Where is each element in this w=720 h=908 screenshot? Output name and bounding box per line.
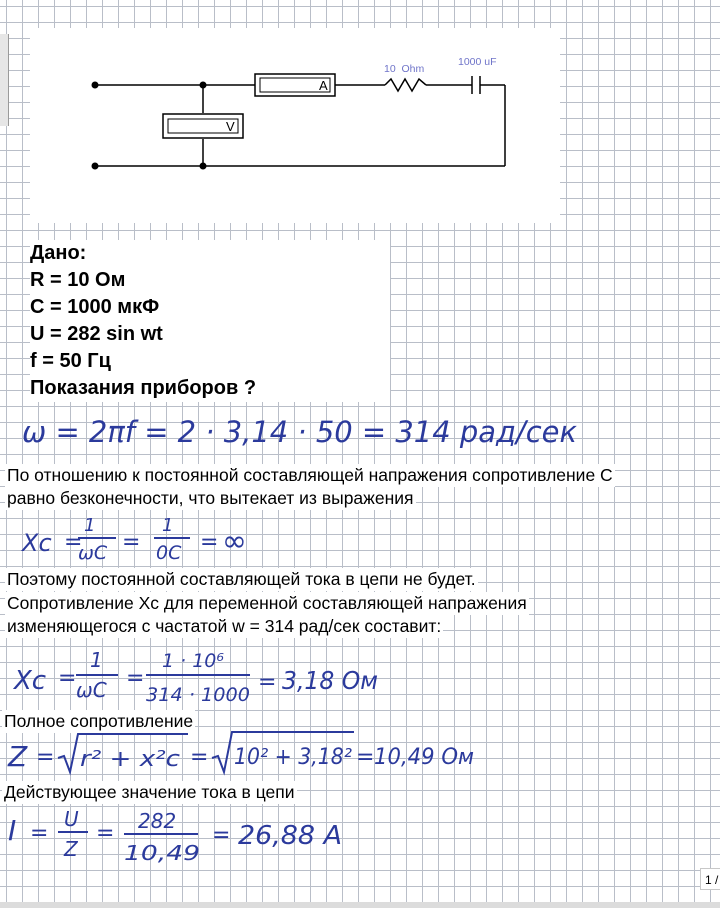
svg-text:=: = [96, 821, 115, 846]
svg-text:=: = [200, 530, 219, 555]
capacitor-label: 1000 uF [458, 56, 497, 68]
svg-text:=: = [212, 823, 231, 848]
terminal-dot [92, 163, 99, 170]
ac-explanation-line: Сопротивление Xc для переменной составляющей напражения [7, 593, 527, 613]
svg-text:1: 1 [162, 515, 174, 536]
resistor-label: 10 Ohm [384, 63, 425, 75]
svg-text:I: I [8, 814, 17, 847]
ac-explanation-line: Поэтому постоянной составляющей тока в цепи не будет. [7, 569, 476, 589]
svg-text:=: = [30, 821, 49, 846]
left-edge-tab[interactable] [0, 34, 9, 126]
svg-text:Z: Z [64, 837, 78, 861]
omega-formula-text: ω = 2πf = 2 · 3,14 · 50 = 314 рад/сек [22, 415, 578, 449]
dc-explanation-line: равно безконечности, что вытекает из выражения [7, 488, 414, 508]
dc-explanation-line: По отношению к постоянной составляющей напражения сопротивление С [7, 465, 613, 485]
given-line: C = 1000 мкФ [30, 296, 160, 318]
svg-text:U: U [64, 807, 79, 831]
given-heading: Дано: [30, 242, 87, 264]
voltmeter-label: V [226, 119, 235, 134]
given-line: U = 282 sin wt [30, 323, 163, 345]
given-block [30, 240, 390, 402]
svg-text:10,49: 10,49 [124, 841, 200, 865]
circuit-diagram [30, 28, 560, 223]
svg-text:Z: Z [8, 740, 28, 773]
given-line: Показания приборов ? [30, 377, 257, 399]
svg-text:10² + 3,18²: 10² + 3,18² [234, 745, 353, 770]
svg-text:=: = [58, 666, 77, 691]
current-formula [8, 806, 348, 868]
svg-text:1: 1 [90, 648, 103, 672]
svg-text:1 · 10⁶: 1 · 10⁶ [162, 650, 225, 672]
svg-text:=: = [258, 670, 277, 695]
svg-text:Xc: Xc [14, 666, 47, 696]
svg-text:282: 282 [138, 809, 177, 833]
svg-text:314 · 1000: 314 · 1000 [146, 684, 250, 706]
svg-text:=: = [36, 745, 55, 770]
svg-text:10,49 Ом: 10,49 Ом [374, 745, 474, 770]
terminal-dot [92, 82, 99, 89]
junction-dot [200, 163, 207, 170]
page-indicator[interactable]: 1 / [700, 868, 720, 890]
svg-text:=: = [126, 666, 145, 691]
svg-text:∞: ∞ [222, 524, 247, 559]
z-heading: Полное сопротивление [4, 711, 194, 731]
z-formula [8, 728, 478, 776]
junction-dot [200, 82, 207, 89]
svg-text:=: = [122, 530, 141, 555]
ammeter-label: A [319, 78, 328, 93]
svg-text:1: 1 [84, 515, 96, 536]
ac-explanation-line: изменяющегося с частатой w = 314 рад/сек составит: [7, 616, 442, 636]
svg-text:3,18 Ом: 3,18 Ом [282, 666, 378, 695]
given-line: R = 10 Ом [30, 269, 126, 291]
svg-text:ωC: ωC [78, 542, 108, 564]
current-heading: Действующее значение тока в цепи [4, 782, 295, 802]
svg-text:=: = [64, 530, 83, 555]
svg-text:r² + x²c: r² + x²c [80, 747, 180, 772]
xc-ac-formula [14, 645, 384, 707]
given-line: f = 50 Гц [30, 350, 111, 372]
svg-text:=: = [356, 745, 375, 770]
svg-text:26,88 A: 26,88 A [238, 821, 342, 851]
svg-text:ωC: ωC [76, 678, 107, 702]
svg-text:0C: 0C [156, 542, 182, 564]
svg-text:=: = [190, 745, 209, 770]
omega-formula [22, 412, 592, 452]
bottom-scrollbar[interactable] [0, 902, 720, 908]
xc-dc-formula [22, 515, 272, 565]
svg-text:Xc: Xc [22, 529, 52, 557]
